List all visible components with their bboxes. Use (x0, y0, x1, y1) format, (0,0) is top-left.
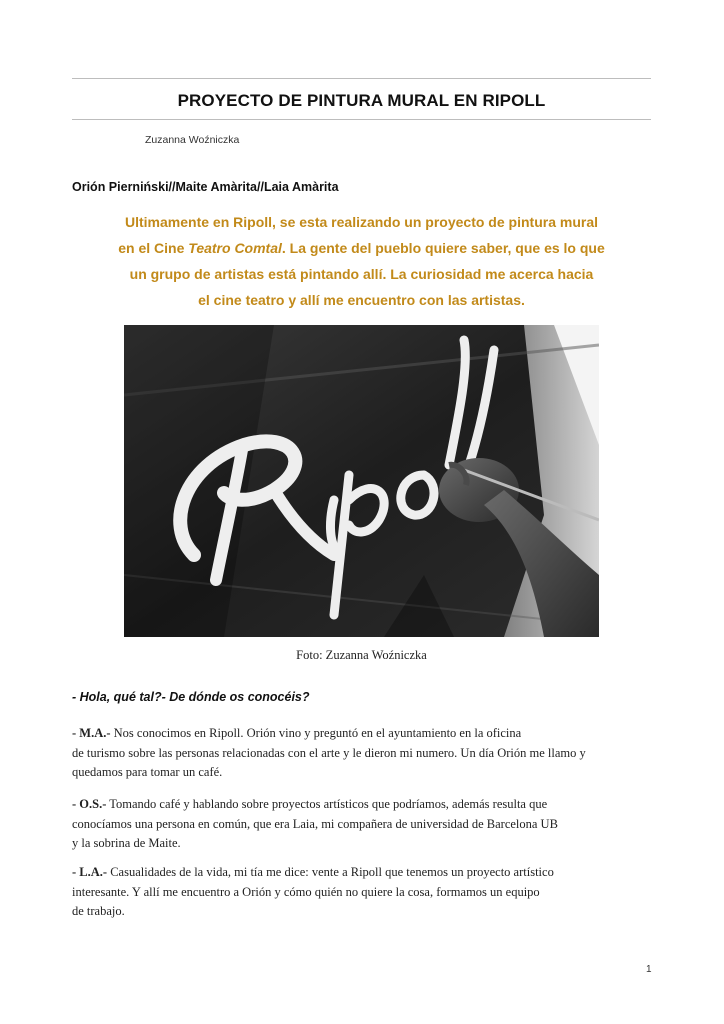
answer-line (72, 724, 662, 744)
answer-line (72, 863, 662, 883)
intro-line-2-post: . La gente del pueblo quiere saber, que es lo que (281, 240, 605, 256)
author-name: Zuzanna Woźniczka (145, 134, 240, 146)
intro-line-4: el cine teatro y allí me encuentro con las artistas. (198, 292, 525, 308)
intro-line-2 (72, 235, 651, 261)
speaker-label: - M.A.- (72, 726, 111, 740)
artists-names: Orión Pierniński//Maite Amàrita//Laia Amàrita (72, 180, 339, 194)
intro-line-1: Ultimamente en Ripoll, se esta realizando un proyecto de pintura mural (125, 214, 598, 230)
answer-line: quedamos para tomar un café. (72, 765, 223, 779)
mural-photo (124, 325, 599, 637)
page-title: PROYECTO DE PINTURA MURAL EN RIPOLL (177, 91, 546, 110)
answer-line: conocíamos una persona en común, que era Laia, mi compañera de universidad de Barcelona UB (72, 816, 558, 831)
title-rule (72, 119, 651, 120)
answer-line (72, 795, 662, 815)
intro-line-3: un grupo de artistas está pintando allí. La curiosidad me acerca hacia (129, 266, 594, 282)
intro-theatre-name: Teatro Comtal (188, 240, 282, 256)
answer-la (72, 863, 662, 922)
answer-line: de turismo sobre las personas relacionadas con el arte y le dieron mi numero. Un día Orión me llamo y (72, 745, 586, 760)
photo-caption: Foto: Zuzanna Woźniczka (296, 648, 427, 662)
answer-line: y la sobrina de Maite. (72, 836, 181, 850)
page-number: 1 (646, 964, 652, 975)
answer-text: Nos conocimos en Ripoll. Orión vino y preguntó en el ayuntamiento en la oficina (110, 726, 522, 740)
answer-line: de trabajo. (72, 904, 125, 918)
answer-text: Tomando café y hablando sobre proyectos artísticos que podríamos, además resulta que (106, 797, 548, 811)
intro-paragraph (72, 209, 651, 313)
answer-os (72, 795, 662, 854)
answer-line: interesante. Y allí me encuentro a Orión y cómo quién no quiere la cosa, formamos un equipo (72, 884, 540, 899)
answer-text: Casualidades de la vida, mi tía me dice: vente a Ripoll que tenemos un proyecto artístico (107, 865, 554, 879)
top-rule (72, 78, 651, 79)
speaker-label: - O.S.- (72, 797, 107, 811)
speaker-label: - L.A.- (72, 865, 108, 879)
intro-line-2-pre: en el Cine (118, 240, 189, 256)
interview-question: - Hola, qué tal?- De dónde os conocéis? (72, 690, 310, 704)
answer-ma (72, 724, 662, 783)
